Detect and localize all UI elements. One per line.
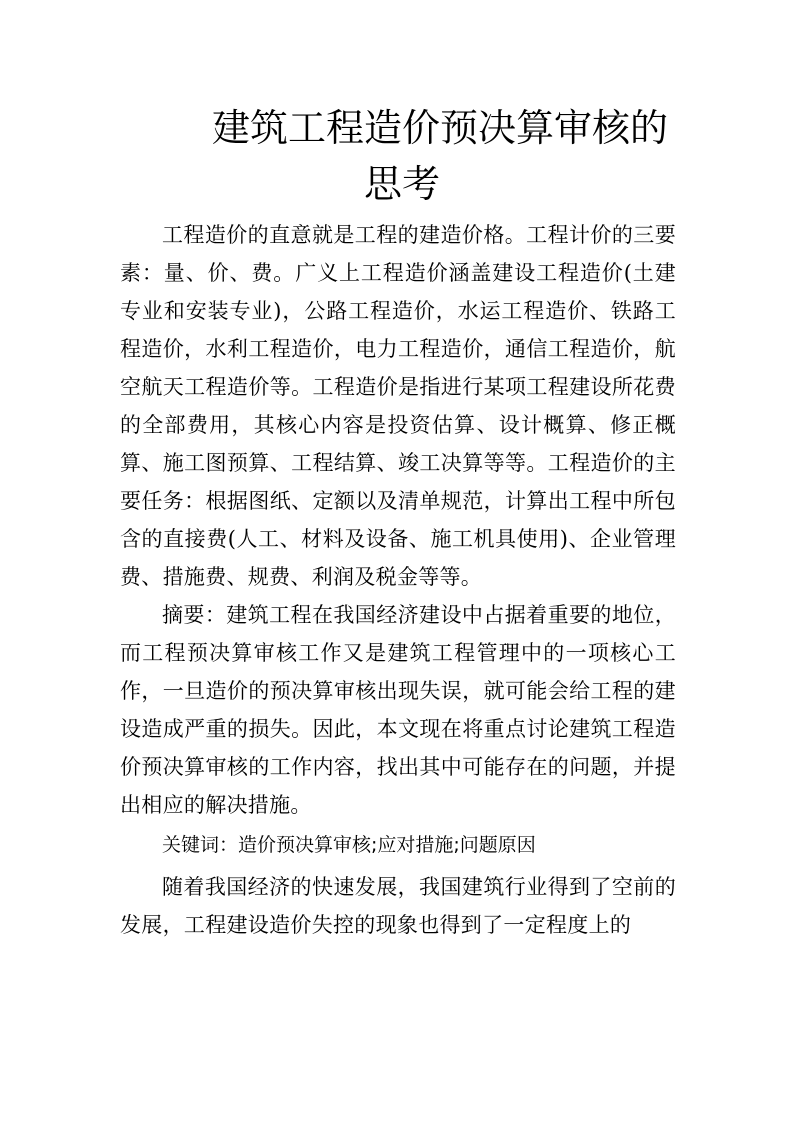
document-title: [0, 100, 794, 212]
development-paragraph: 随着我国经济的快速发展，我国建筑行业得到了空前的发展，工程建设造价失控的现象也得到了一定程度上的: [120, 875, 676, 937]
title-line-1: 建筑工程造价预决算审核的: [212, 106, 669, 150]
intro-paragraph: 工程造价的直意就是工程的建造价格。工程计价的三要素：量、价、费。广义上工程造价涵盖建设工程造价(土建专业和安装专业)，公路工程造价，水运工程造价、铁路工程造价，水利工程造价，电力工程造价，通信工程造价，航空航天工程造价等。工程造价是指进行某项工程建设所花费的全部费用，其核心内容是投资估算、设计概算、修正概算、施工图预算、工程结算、竣工决算等等。工程造价的主要任务：根据图纸、定额以及清单规范，计算出工程中所包含的直接费(人工、材料及设备、施工机具使用)、企业管理费、措施费、规费、利润及税金等等。: [120, 223, 676, 589]
abstract-paragraph: 摘要：建筑工程在我国经济建设中占据着重要的地位，而工程预决算审核工作又是建筑工程管理中的一项核心工作，一旦造价的预决算审核出现失误，就可能会给工程的建设造成严重的损失。因此，本文现在将重点讨论建筑工程造价预决算审核的工作内容，找出其中可能存在的问题，并提出相应的解决措施。: [120, 603, 676, 817]
keywords-line: 关键词：造价预决算审核;应对措施;问题原因: [162, 834, 536, 856]
document-body: [120, 216, 676, 944]
title-line-2: 思考: [364, 162, 441, 206]
